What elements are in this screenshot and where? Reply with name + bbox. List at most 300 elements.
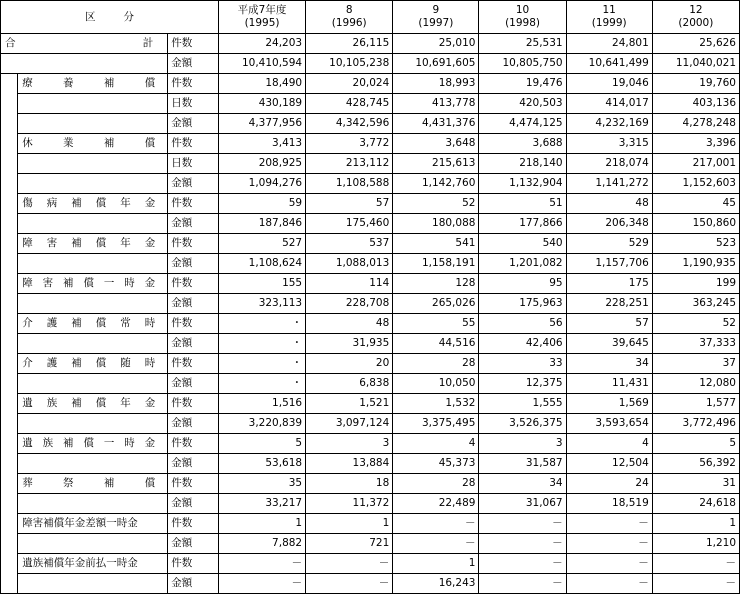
header-char: 分	[123, 10, 134, 23]
category-label	[18, 174, 168, 194]
value-cell: 206,348	[566, 214, 652, 234]
value-cell: 3,097,124	[306, 414, 393, 434]
value-cell: 11,040,021	[652, 54, 739, 74]
value-cell: －	[652, 554, 739, 574]
value-cell: 18,993	[393, 74, 479, 94]
data-row	[1, 394, 740, 414]
value-cell: 3,593,654	[566, 414, 652, 434]
category-char: 時	[124, 437, 135, 449]
value-cell: 3,688	[479, 134, 566, 154]
category-label	[18, 114, 168, 134]
category-char: 族	[46, 397, 58, 409]
category-char: 償	[83, 277, 94, 289]
value-cell: 1	[652, 514, 739, 534]
value-cell: 3,772,496	[652, 414, 739, 434]
data-row	[1, 234, 740, 254]
indent-cell	[1, 74, 18, 94]
value-cell: 218,140	[479, 154, 566, 174]
value-cell: 4,342,596	[306, 114, 393, 134]
category-label	[18, 94, 168, 114]
value-cell: 33	[479, 354, 566, 374]
value-cell: －	[479, 574, 566, 594]
category-char: 傷	[22, 197, 33, 209]
value-cell: 175,460	[306, 214, 393, 234]
category-char: 障	[22, 237, 33, 249]
category-char: 補	[71, 237, 82, 249]
unit-label: 件数	[168, 74, 219, 94]
value-cell: 199	[652, 274, 739, 294]
category-char: 償	[144, 77, 156, 89]
category-label	[18, 134, 168, 154]
year-header: 平成7年度 (1995)	[218, 1, 305, 34]
data-row	[1, 74, 740, 94]
value-cell: 3,526,375	[479, 414, 566, 434]
indent-cell	[1, 494, 18, 514]
value-cell: 3	[479, 434, 566, 454]
value-cell: 323,113	[218, 294, 305, 314]
category-char: 療	[22, 77, 33, 89]
data-row	[1, 434, 740, 454]
value-cell: 19,476	[479, 74, 566, 94]
category-char: 金	[144, 197, 156, 209]
unit-label: 金額	[168, 174, 219, 194]
value-cell: 52	[393, 194, 479, 214]
category-char: 害	[46, 237, 58, 249]
value-cell: 5	[652, 434, 739, 454]
value-cell: ・	[218, 334, 305, 354]
value-cell: 57	[566, 314, 652, 334]
unit-label: 日数	[168, 154, 219, 174]
unit-label: 件数	[168, 274, 219, 294]
year-header: 10 (1998)	[479, 1, 566, 34]
value-cell: 10,641,499	[566, 54, 652, 74]
indent-cell	[1, 134, 18, 154]
indent-cell	[1, 234, 18, 254]
value-cell: 4,232,169	[566, 114, 652, 134]
category-char: 障害補償年金差額一時金	[22, 517, 138, 529]
value-cell: 413,778	[393, 94, 479, 114]
indent-cell	[1, 474, 18, 494]
value-cell: 1,094,276	[218, 174, 305, 194]
value-cell: 180,088	[393, 214, 479, 234]
value-cell: －	[393, 534, 479, 554]
data-row	[1, 574, 740, 594]
data-row	[1, 274, 740, 294]
category-label	[18, 494, 168, 514]
value-cell: 48	[306, 314, 393, 334]
value-cell: 4	[393, 434, 479, 454]
value-cell: －	[566, 574, 652, 594]
value-cell: －	[566, 514, 652, 534]
category-char: 護	[46, 317, 58, 329]
value-cell: 1,158,191	[393, 254, 479, 274]
value-cell: 51	[479, 194, 566, 214]
value-cell: －	[306, 574, 393, 594]
indent-cell	[1, 394, 18, 414]
value-cell: 1	[306, 514, 393, 534]
value-cell: －	[566, 534, 652, 554]
category-char: 償	[144, 137, 156, 149]
value-cell: 12,504	[566, 454, 652, 474]
indent-cell	[1, 174, 18, 194]
category-char: 随	[120, 357, 131, 369]
value-cell: 428,745	[306, 94, 393, 114]
category-char: 計	[142, 37, 154, 49]
category-char: 補	[103, 77, 115, 89]
value-cell: 175	[566, 274, 652, 294]
value-cell: 37	[652, 354, 739, 374]
indent-cell	[1, 534, 18, 554]
value-cell: 25,010	[393, 34, 479, 54]
value-cell: ・	[218, 314, 305, 334]
category-char: 常	[120, 317, 131, 329]
unit-label: 件数	[168, 514, 219, 534]
value-cell: 10,691,605	[393, 54, 479, 74]
category-char: 金	[144, 437, 156, 449]
data-row	[1, 194, 740, 214]
unit-label: 金額	[168, 454, 219, 474]
unit-label: 件数	[168, 354, 219, 374]
data-row	[1, 514, 740, 534]
value-cell: －	[218, 554, 305, 574]
value-cell: 95	[479, 274, 566, 294]
value-cell: －	[479, 554, 566, 574]
value-cell: 31,067	[479, 494, 566, 514]
unit-label: 件数	[168, 34, 219, 54]
category-label	[18, 474, 168, 494]
unit-label: 件数	[168, 554, 219, 574]
value-cell: －	[479, 514, 566, 534]
value-cell: 31	[652, 474, 739, 494]
unit-label: 金額	[168, 54, 219, 74]
data-row	[1, 94, 740, 114]
category-char: 補	[71, 317, 82, 329]
category-char: 時	[144, 317, 156, 329]
total-row	[1, 34, 740, 54]
category-label	[1, 54, 168, 74]
value-cell: －	[393, 514, 479, 534]
value-cell: 20,024	[306, 74, 393, 94]
value-cell: 11,372	[306, 494, 393, 514]
unit-label: 金額	[168, 574, 219, 594]
year-header: 9 (1997)	[393, 1, 479, 34]
value-cell: 155	[218, 274, 305, 294]
unit-label: 件数	[168, 474, 219, 494]
value-cell: 208,925	[218, 154, 305, 174]
value-cell: 45,373	[393, 454, 479, 474]
category-char: 介	[22, 317, 33, 329]
value-cell: 3,772	[306, 134, 393, 154]
category-label	[18, 194, 168, 214]
year-header: 12 (2000)	[652, 1, 739, 34]
value-cell: 24	[566, 474, 652, 494]
value-cell: 31,587	[479, 454, 566, 474]
value-cell: 527	[218, 234, 305, 254]
value-cell: 10,050	[393, 374, 479, 394]
year-header: 11 (1999)	[566, 1, 652, 34]
value-cell: 414,017	[566, 94, 652, 114]
value-cell: ・	[218, 374, 305, 394]
indent-cell	[1, 114, 18, 134]
data-row	[1, 314, 740, 334]
value-cell: 11,431	[566, 374, 652, 394]
category-char: 補	[71, 197, 82, 209]
value-cell: 529	[566, 234, 652, 254]
indent-cell	[1, 314, 18, 334]
value-cell: 1,141,272	[566, 174, 652, 194]
value-cell: 44,516	[393, 334, 479, 354]
unit-label: 件数	[168, 394, 219, 414]
value-cell: 1,108,624	[218, 254, 305, 274]
value-cell: 12,080	[652, 374, 739, 394]
value-cell: 3,413	[218, 134, 305, 154]
category-label	[1, 34, 168, 54]
category-char: 遺	[22, 397, 33, 409]
value-cell: 10,410,594	[218, 54, 305, 74]
category-char: 障	[22, 277, 33, 289]
value-cell: 215,613	[393, 154, 479, 174]
category-char: 祭	[63, 477, 74, 489]
category-char: 養	[63, 77, 74, 89]
value-cell: 1,577	[652, 394, 739, 414]
category-char: 族	[42, 437, 54, 449]
value-cell: 1,569	[566, 394, 652, 414]
table-body	[1, 1, 740, 594]
value-cell: 1,190,935	[652, 254, 739, 274]
category-char: 年	[120, 237, 131, 249]
category-char: 時	[124, 277, 135, 289]
category-char: 一	[103, 437, 115, 449]
value-cell: 12,375	[479, 374, 566, 394]
indent-cell	[1, 354, 18, 374]
value-cell: 1,157,706	[566, 254, 652, 274]
value-cell: 48	[566, 194, 652, 214]
value-cell: 25,626	[652, 34, 739, 54]
value-cell: 10,105,238	[306, 54, 393, 74]
unit-label: 金額	[168, 414, 219, 434]
value-cell: 3	[306, 434, 393, 454]
value-cell: 265,026	[393, 294, 479, 314]
data-row	[1, 414, 740, 434]
category-char: 償	[83, 437, 94, 449]
category-char: 病	[46, 197, 58, 209]
unit-label: 金額	[168, 114, 219, 134]
value-cell: 4,278,248	[652, 114, 739, 134]
unit-label: 金額	[168, 214, 219, 234]
value-cell: 541	[393, 234, 479, 254]
value-cell: 430,189	[218, 94, 305, 114]
data-row	[1, 254, 740, 274]
value-cell: －	[218, 574, 305, 594]
indent-cell	[1, 154, 18, 174]
value-cell: 56,392	[652, 454, 739, 474]
data-row	[1, 554, 740, 574]
category-label	[18, 334, 168, 354]
data-row	[1, 114, 740, 134]
value-cell: 39,645	[566, 334, 652, 354]
category-char: 遺	[22, 437, 33, 449]
unit-label: 件数	[168, 194, 219, 214]
value-cell: 13,884	[306, 454, 393, 474]
category-char: 償	[95, 397, 107, 409]
value-cell: 1,152,603	[652, 174, 739, 194]
category-label	[18, 234, 168, 254]
value-cell: 18	[306, 474, 393, 494]
category-char: 年	[120, 197, 131, 209]
category-char: 金	[144, 397, 156, 409]
category-label	[18, 254, 168, 274]
value-cell: 1,210	[652, 534, 739, 554]
data-row	[1, 474, 740, 494]
category-char: 葬	[22, 477, 33, 489]
unit-label: 金額	[168, 334, 219, 354]
category-char: 補	[71, 397, 82, 409]
value-cell: 33,217	[218, 494, 305, 514]
category-char: 一	[103, 277, 115, 289]
data-row	[1, 334, 740, 354]
value-cell: 34	[479, 474, 566, 494]
category-label	[18, 314, 168, 334]
category-header	[1, 1, 219, 34]
category-char: 害	[42, 277, 54, 289]
value-cell: 187,846	[218, 214, 305, 234]
value-cell: 19,046	[566, 74, 652, 94]
value-cell: 1,142,760	[393, 174, 479, 194]
unit-label: 金額	[168, 294, 219, 314]
total-row	[1, 54, 740, 74]
category-char: 休	[22, 137, 33, 149]
category-label	[18, 154, 168, 174]
value-cell: 1	[218, 514, 305, 534]
value-cell: 1,132,904	[479, 174, 566, 194]
value-cell: 3,375,495	[393, 414, 479, 434]
category-char: 補	[103, 137, 115, 149]
value-cell: 53,618	[218, 454, 305, 474]
value-cell: 45	[652, 194, 739, 214]
value-cell: 1,516	[218, 394, 305, 414]
category-char: 償	[95, 197, 107, 209]
data-row	[1, 534, 740, 554]
value-cell: 7,882	[218, 534, 305, 554]
unit-label: 金額	[168, 534, 219, 554]
indent-cell	[1, 194, 18, 214]
value-cell: 228,251	[566, 294, 652, 314]
value-cell: 3,648	[393, 134, 479, 154]
value-cell: 3,396	[652, 134, 739, 154]
category-char: 業	[63, 137, 74, 149]
category-label	[18, 294, 168, 314]
unit-label: 件数	[168, 234, 219, 254]
value-cell: 20	[306, 354, 393, 374]
value-cell: 217,001	[652, 154, 739, 174]
value-cell: 35	[218, 474, 305, 494]
value-cell: 18,519	[566, 494, 652, 514]
value-cell: －	[566, 554, 652, 574]
category-char: 補	[63, 277, 74, 289]
indent-cell	[1, 514, 18, 534]
indent-cell	[1, 434, 18, 454]
value-cell: 3,315	[566, 134, 652, 154]
value-cell: －	[479, 534, 566, 554]
category-char: 合	[5, 37, 16, 49]
value-cell: 37,333	[652, 334, 739, 354]
value-cell: 55	[393, 314, 479, 334]
value-cell: 1,088,013	[306, 254, 393, 274]
category-char: 金	[144, 237, 156, 249]
value-cell: 175,963	[479, 294, 566, 314]
value-cell: 25,531	[479, 34, 566, 54]
value-cell: 420,503	[479, 94, 566, 114]
value-cell: 228,708	[306, 294, 393, 314]
unit-label: 件数	[168, 314, 219, 334]
value-cell: 6,838	[306, 374, 393, 394]
value-cell: －	[306, 554, 393, 574]
category-label	[18, 574, 168, 594]
data-row	[1, 154, 740, 174]
category-char: 金	[144, 277, 156, 289]
category-label	[18, 394, 168, 414]
value-cell: 16,243	[393, 574, 479, 594]
value-cell: 1,532	[393, 394, 479, 414]
value-cell: 213,112	[306, 154, 393, 174]
value-cell: 24,618	[652, 494, 739, 514]
value-cell: 42,406	[479, 334, 566, 354]
indent-cell	[1, 274, 18, 294]
value-cell: 18,490	[218, 74, 305, 94]
value-cell: 1,201,082	[479, 254, 566, 274]
value-cell: 218,074	[566, 154, 652, 174]
value-cell: 56	[479, 314, 566, 334]
category-char: 遺族補償年金前払一時金	[22, 557, 138, 569]
data-row	[1, 174, 740, 194]
value-cell: 1,555	[479, 394, 566, 414]
category-label	[18, 74, 168, 94]
category-char: 年	[120, 397, 131, 409]
value-cell: 177,866	[479, 214, 566, 234]
indent-cell	[1, 574, 18, 594]
value-cell: 4,377,956	[218, 114, 305, 134]
value-cell: 4	[566, 434, 652, 454]
value-cell: ・	[218, 354, 305, 374]
value-cell: 537	[306, 234, 393, 254]
data-row	[1, 494, 740, 514]
value-cell: 721	[306, 534, 393, 554]
indent-cell	[1, 334, 18, 354]
year-header: 8 (1996)	[306, 1, 393, 34]
value-cell: 3,220,839	[218, 414, 305, 434]
category-label	[18, 514, 168, 534]
data-row	[1, 454, 740, 474]
category-label	[18, 414, 168, 434]
value-cell: 24,203	[218, 34, 305, 54]
header-char: 区	[84, 10, 96, 23]
indent-cell	[1, 254, 18, 274]
value-cell: 540	[479, 234, 566, 254]
data-row	[1, 354, 740, 374]
value-cell: 59	[218, 194, 305, 214]
value-cell: 363,245	[652, 294, 739, 314]
indent-cell	[1, 214, 18, 234]
category-label	[18, 274, 168, 294]
value-cell: 28	[393, 474, 479, 494]
indent-cell	[1, 374, 18, 394]
unit-label: 件数	[168, 434, 219, 454]
value-cell: 10,805,750	[479, 54, 566, 74]
data-row	[1, 214, 740, 234]
value-cell: 1,521	[306, 394, 393, 414]
category-char: 償	[95, 357, 107, 369]
category-label	[18, 434, 168, 454]
